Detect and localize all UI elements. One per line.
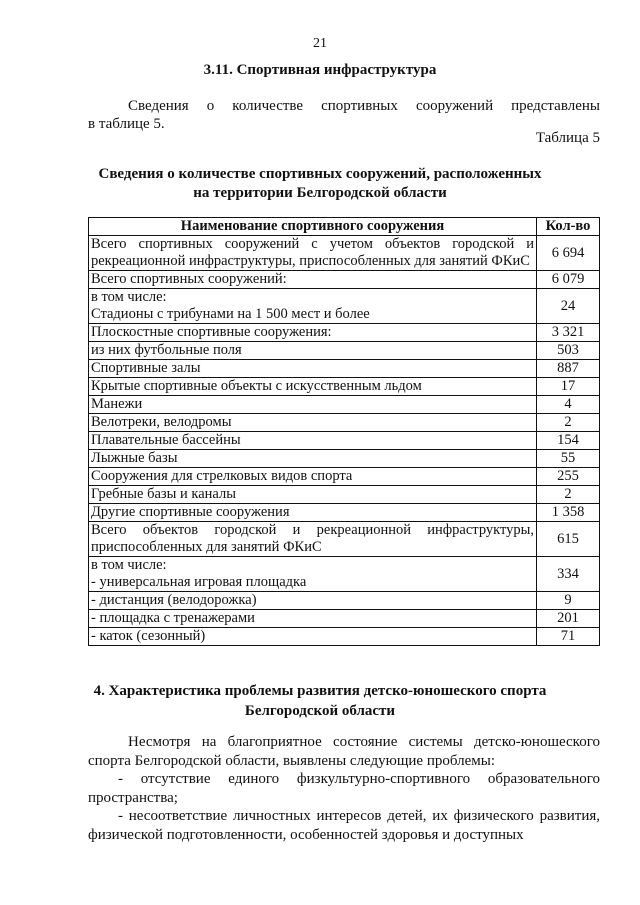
table-row <box>89 557 600 592</box>
table-row <box>89 522 600 557</box>
table-row <box>89 450 600 468</box>
row-value: 71 <box>537 628 600 646</box>
row-value: 24 <box>537 289 600 324</box>
table-row <box>89 324 600 342</box>
section2-body <box>88 733 600 844</box>
intro-word: о <box>206 98 215 114</box>
row-name: Сооружения для стрелковых видов спорта <box>89 468 537 486</box>
row-name: Всего объектов городской и рекреационной инфраструктуры, приспособленных для занятий ФКиС <box>89 522 537 557</box>
row-name-line-2: Стадионы с трибунами на 1 500 мест и более <box>91 306 370 322</box>
row-name: Другие спортивные сооружения <box>89 504 537 522</box>
row-value: 9 <box>537 592 600 610</box>
section2-title-line-2: Белгородской области <box>244 703 396 719</box>
intro-line-1 <box>88 97 600 115</box>
header-count: Кол-во <box>537 218 600 236</box>
table-row <box>89 414 600 432</box>
table-row <box>89 468 600 486</box>
row-value: 503 <box>537 342 600 360</box>
section-title: 3.11. Спортивная инфраструктура <box>203 62 437 78</box>
row-name: Плавательные бассейны <box>89 432 537 450</box>
table-header-row <box>89 218 600 236</box>
table-row <box>89 360 600 378</box>
table-row <box>89 628 600 646</box>
table-title <box>0 165 640 203</box>
row-name: Крытые спортивные объекты с искусственным льдом <box>89 378 537 396</box>
row-value: 3 321 <box>537 324 600 342</box>
table-label: Таблица 5 <box>535 130 600 146</box>
row-value: 4 <box>537 396 600 414</box>
row-value: 201 <box>537 610 600 628</box>
body-paragraph: Несмотря на благоприятное состояние системы детско-юношеского спорта Белгородской области, выявлены следующие проблемы: <box>88 734 600 769</box>
page-number: 21 <box>313 36 327 51</box>
row-value: 17 <box>537 378 600 396</box>
row-name: - каток (сезонный) <box>89 628 537 646</box>
row-name <box>89 557 537 592</box>
row-value: 55 <box>537 450 600 468</box>
intro-word: количестве <box>232 98 304 114</box>
body-paragraph: - отсутствие единого физкультурно-спортивного образовательного пространства; <box>88 771 600 806</box>
row-value: 6 079 <box>537 271 600 289</box>
header-name: Наименование спортивного сооружения <box>89 218 537 236</box>
intro-paragraph <box>88 97 600 133</box>
row-name-line-2: - универсальная игровая площадка <box>91 574 307 590</box>
intro-word: представлены <box>511 98 600 114</box>
table-row <box>89 396 600 414</box>
row-value: 334 <box>537 557 600 592</box>
intro-word: спортивных <box>321 98 398 114</box>
row-value: 1 358 <box>537 504 600 522</box>
table-title-line-1: Сведения о количестве спортивных сооружений, расположенных <box>98 166 542 182</box>
row-name: из них футбольные поля <box>89 342 537 360</box>
intro-word: сооружений <box>415 98 494 114</box>
table-title-line-2: на территории Белгородской области <box>193 185 447 201</box>
table-row <box>89 271 600 289</box>
sports-facilities-table <box>88 217 600 646</box>
row-value: 255 <box>537 468 600 486</box>
row-name: Манежи <box>89 396 537 414</box>
row-name: Лыжные базы <box>89 450 537 468</box>
body-paragraph: - несоответствие личностных интересов детей, их физического развития, физической подготовленности, особенностей здоровья и доступных <box>88 808 600 843</box>
table-row <box>89 432 600 450</box>
table-row <box>89 504 600 522</box>
row-name-line-1: в том числе: <box>91 289 167 305</box>
intro-word: Сведения <box>128 98 189 114</box>
row-name: Всего спортивных сооружений с учетом объектов городской и рекреационной инфраструктуры, приспособленных для занятий ФКиС <box>89 236 537 271</box>
row-name: Всего спортивных сооружений: <box>89 271 537 289</box>
row-name: Велотреки, велодромы <box>89 414 537 432</box>
row-value: 615 <box>537 522 600 557</box>
table-row <box>89 342 600 360</box>
row-value: 154 <box>537 432 600 450</box>
row-value: 887 <box>537 360 600 378</box>
row-name: - площадка с тренажерами <box>89 610 537 628</box>
table-row <box>89 289 600 324</box>
table-row <box>89 592 600 610</box>
row-name: Плоскостные спортивные сооружения: <box>89 324 537 342</box>
row-name-line-1: в том числе: <box>91 557 167 573</box>
intro-line-2: в таблице 5. <box>88 116 165 132</box>
section2-title <box>0 681 640 721</box>
table-row <box>89 486 600 504</box>
row-name: Спортивные залы <box>89 360 537 378</box>
row-value: 2 <box>537 486 600 504</box>
row-name: Гребные базы и каналы <box>89 486 537 504</box>
row-name <box>89 289 537 324</box>
row-name: - дистанция (велодорожка) <box>89 592 537 610</box>
table-row <box>89 236 600 271</box>
table-row <box>89 610 600 628</box>
table-row <box>89 378 600 396</box>
row-value: 6 694 <box>537 236 600 271</box>
row-value: 2 <box>537 414 600 432</box>
section2-title-line-1: 4. Характеристика проблемы развития детско-юношеского спорта <box>93 683 547 699</box>
